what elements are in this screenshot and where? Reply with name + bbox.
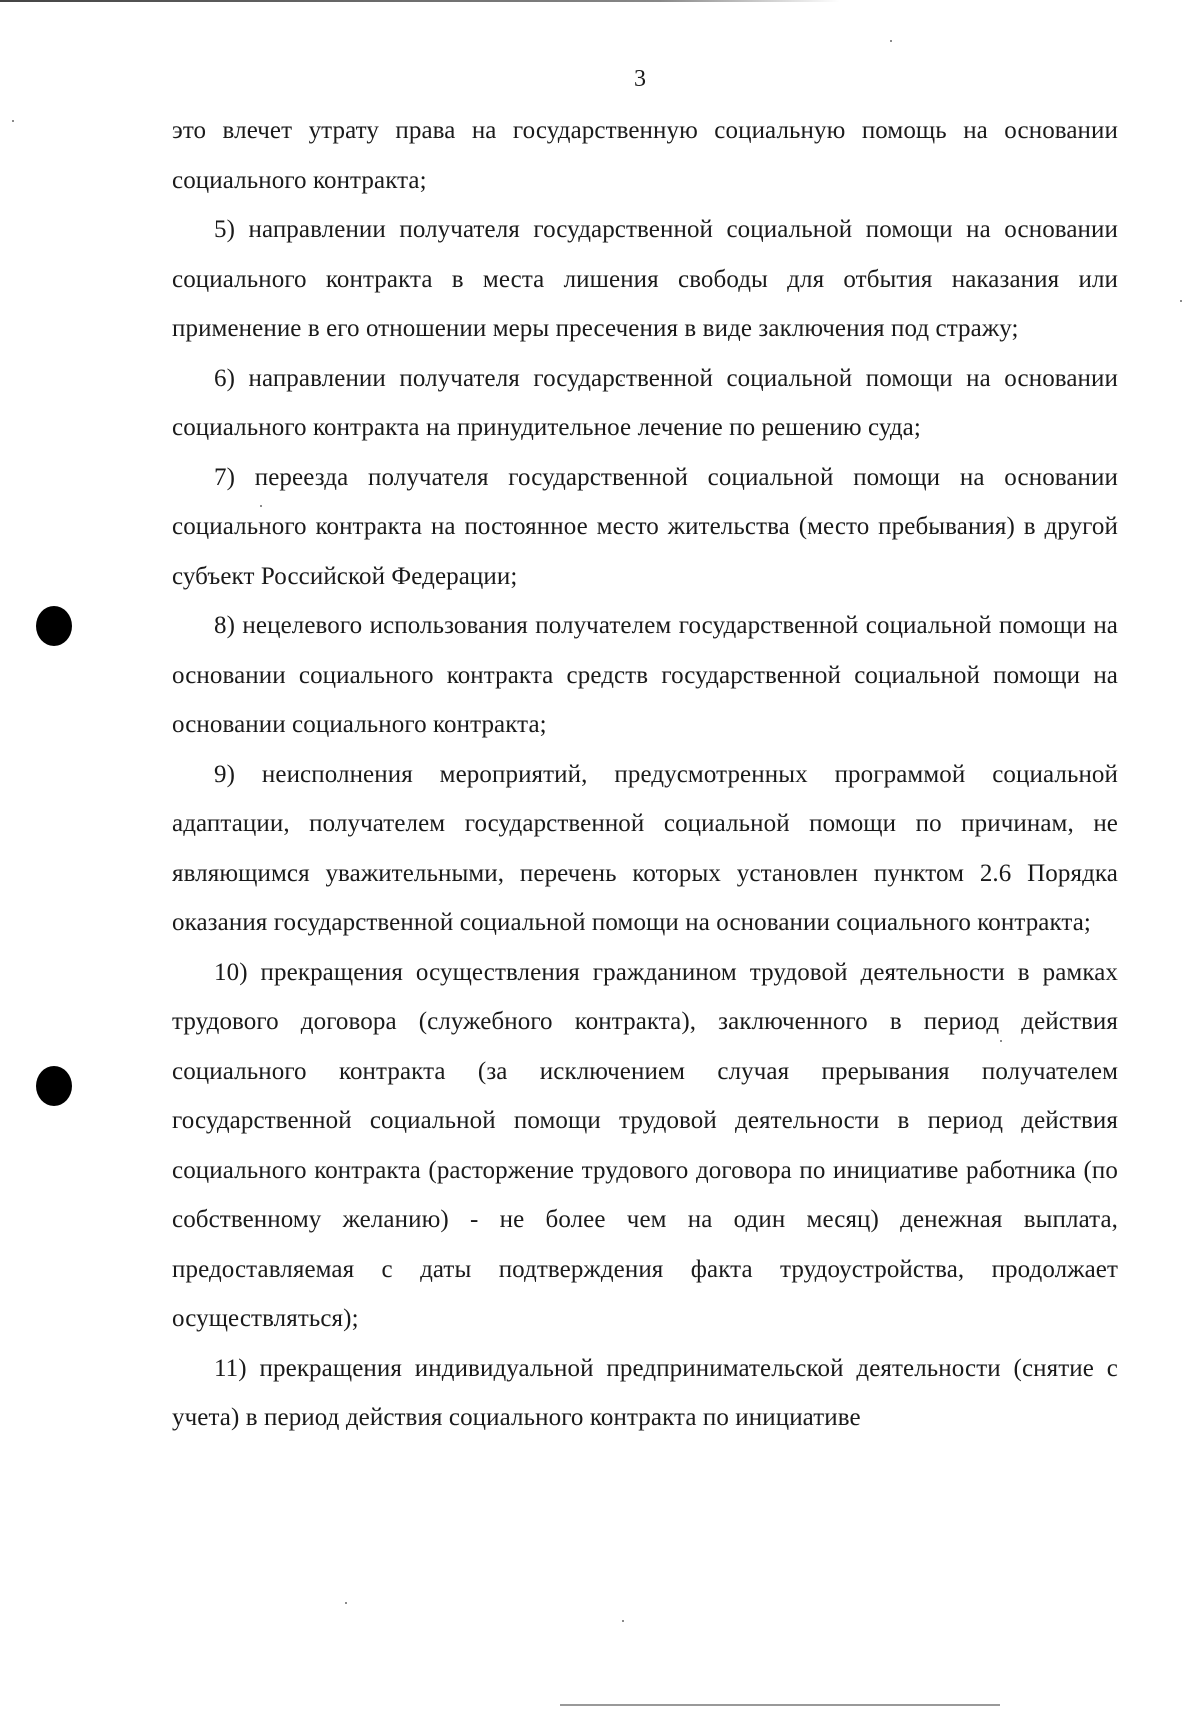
page-number: 3 [634, 66, 646, 92]
document-body [172, 106, 1118, 1443]
list-item-11: 11) прекращения индивидуальной предпринимательской деятельности (снятие с учета) в период действия социального контракта по инициативе [172, 1354, 1118, 1431]
list-item-5: 5) направлении получателя государственной социальной помощи на основании социального контракта в места лишения свободы для отбытия наказания или применение в его отношении меры пресечения в виде заключения под стражу; [172, 216, 1118, 342]
scan-speck [12, 120, 14, 122]
scan-speck [890, 40, 892, 42]
scan-speck [345, 1602, 347, 1604]
scan-edge-bottom [560, 1704, 1000, 1706]
list-item-6: 6) направлении получателя государственной социальной помощи на основании социального контракта на принудительное лечение по решению суда; [172, 364, 1118, 441]
list-item-10: 10) прекращения осуществления гражданином трудовой деятельности в рамках трудового договора (служебного контракта), заключенного в период действия социального контракта (за исключением случая прерывания получателем государственной социальной помощи трудовой деятельности в период действия социального контракта (расторжение трудового договора по инициативе работника (по собственному желанию) - не более чем на один месяц) денежная выплата, предоставляемая с даты подтверждения факта трудоустройства, продолжает осуществляться); [172, 958, 1118, 1332]
list-item-7: 7) переезда получателя государственной социальной помощи на основании социального контракта на постоянное место жительства (место пребывания) в другой субъект Российской Федерации; [172, 463, 1118, 590]
list-item-9: 9) неисполнения мероприятий, предусмотренных программой социальной адаптации, получателем государственной социальной помощи по причинам, не являющимся уважительными, перечень которых установлен пунктом 2.6 Порядка оказания государственной социальной помощи на основании социального контракта; [172, 760, 1118, 936]
scan-edge-top [0, 0, 1200, 2]
binder-hole-upper [36, 606, 72, 646]
binder-hole-lower [36, 1066, 72, 1106]
scan-speck [1180, 300, 1182, 302]
paragraph-continuation: это влечет утрату права на государственную социальную помощь на основании социального контракта; [172, 117, 1118, 194]
list-item-8: 8) нецелевого использования получателем государственной социальной помощи на основании социального контракта средств государственной социальной помощи на основании социального контракта; [172, 612, 1118, 738]
scan-speck [622, 1620, 624, 1622]
